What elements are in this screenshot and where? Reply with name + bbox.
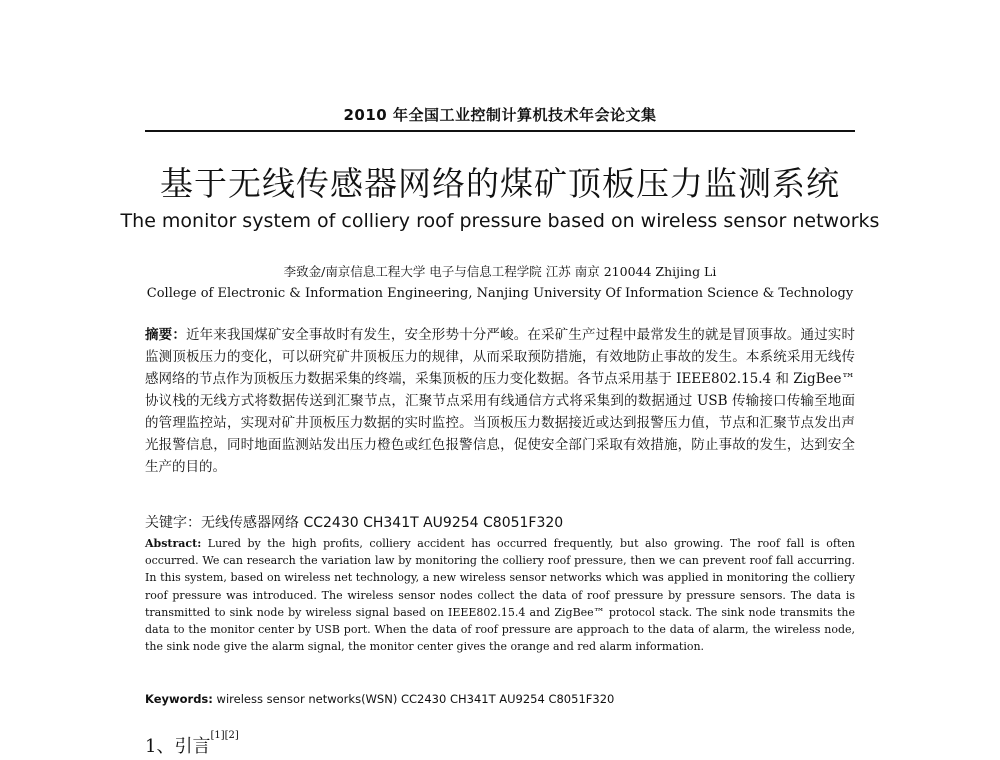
author-affiliation-english: College of Electronic & Information Engineering, Nanjing University Of Information Science & Technology — [146, 286, 854, 301]
section-heading-text: 1、引言 — [145, 736, 211, 757]
author-affiliation-chinese: 李致金/南京信息工程大学 电子与信息工程学院 江苏 南京 210044 Zhijing Li — [283, 264, 717, 279]
abstract-chinese — [145, 324, 855, 478]
paper-title-english: The monitor system of colliery roof pressure based on wireless sensor networks — [120, 210, 880, 232]
keywords-english-text: wireless sensor networks(WSN) CC2430 CH341T AU9254 C8051F320 — [212, 692, 615, 706]
section-heading-introduction — [145, 732, 239, 758]
keywords-chinese: 关键字：无线传感器网络 CC2430 CH341T AU9254 C8051F320 — [145, 515, 564, 531]
journal-header: 2010 年全国工业控制计算机技术年会论文集 — [343, 106, 657, 124]
abstract-chinese-text: 近年来我国煤矿安全事故时有发生，安全形势十分严峻。在采矿生产过程中最常发生的就是冒顶事故。通过实时监测顶板压力的变化，可以研究矿井顶板压力的规律，从而采取预防措施，有效地防止事故的发生。本系统采用无线传感网络的节点作为顶板压力数据采集的终端，采集顶板的压力变化数据。各节点采用基于 IEEE802.15.4 和 ZigBee™ 协议栈的无线方式将数据传送到汇聚节点，汇聚节点采用有线通信方式将采集到的数据通过 USB 传输接口传输至地面的管理监控站，实现对矿井顶板压力数据的实时监控。当顶板压力数据接近或达到报警压力值，节点和汇聚节点发出声光报警信息，同时地面监测站发出压力橙色或红色报警信息，促使安全部门采取有效措施，防止事故的发生，达到安全生产的目的。 — [145, 327, 856, 475]
abstract-english-label: Abstract: — [145, 537, 202, 550]
paper-title-chinese: 基于无线传感器网络的煤矿顶板压力监测系统 — [160, 164, 840, 203]
section-reference-marks: [1][2] — [210, 730, 239, 741]
abstract-english — [145, 535, 855, 655]
keywords-english — [145, 692, 855, 706]
abstract-english-text: Lured by the high profits, colliery accident has occurred frequently, but also growing. The roof fall is often occurred. We can research the variation law by monitoring the colliery roof pressure, then we can prevent roof fall accurring. In this system, based on wireless net technology, a new wireless sensor networks which was applied in monitoring the colliery roof pressure was introduced. The wireless sensor nodes collect the data of roof pressure by pressure sensors. The data is transmitted to sink node by wireless signal based on IEEE802.15.4 and ZigBee™ protocol stack. The sink node transmits the data to the monitor center by USB port. When the data of roof pressure are approach to the data of alarm, the wireless node, the sink node give the alarm signal, the monitor center gives the orange and red alarm information. — [145, 537, 856, 654]
abstract-chinese-label: 摘要： — [145, 327, 186, 343]
keywords-english-label: Keywords: — [145, 692, 213, 706]
header-rule — [145, 130, 855, 132]
